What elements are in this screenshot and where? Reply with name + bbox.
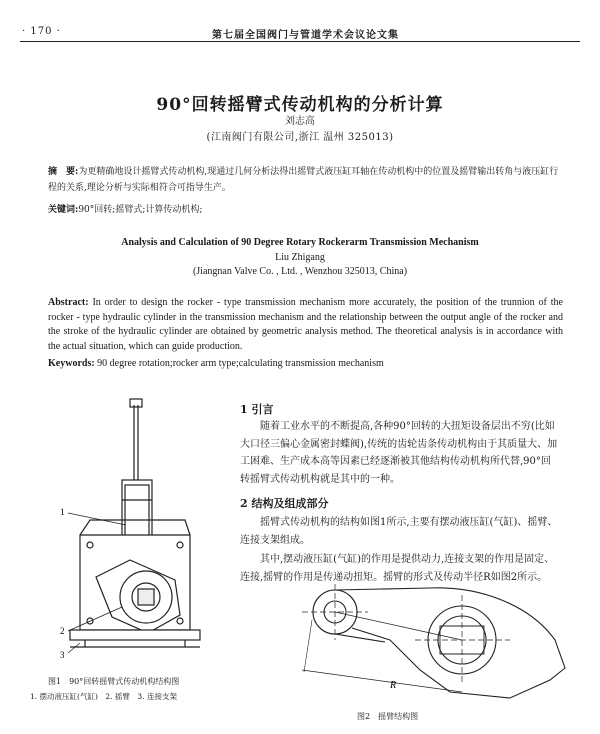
leader-3 (68, 643, 80, 653)
figure1-label-2: 2 (60, 626, 65, 636)
en-author: Liu Zhigang (275, 252, 325, 263)
section-heading-intro: 1 引言 (240, 403, 274, 416)
header-rule (20, 41, 580, 42)
paper-title: 90°回转摇臂式传动机构的分析计算 (156, 95, 444, 115)
page-number: · 170 · (22, 26, 61, 37)
figure1-label-1: 1 (60, 507, 65, 517)
running-header: 第七届全国阀门与管道学术会议论文集 (212, 30, 399, 41)
figure2-drawing (290, 580, 580, 705)
section-heading-structure: 2 结构及组成部分 (240, 497, 329, 510)
affiliation: (江南阀门有限公司,浙江 温州 325013) (206, 132, 394, 143)
en-keywords-text: 90 degree rotation;rocker arm type;calculating transmission mechanism (97, 358, 384, 369)
author: 刘志高 (285, 116, 315, 127)
en-title: Analysis and Calculation of 90 Degree Rotary Rockerarm Transmission Mechanism (121, 237, 479, 248)
en-affiliation: (Jiangnan Valve Co. , Ltd. , Wenzhou 325013, China) (192, 266, 408, 277)
en-abstract-text: In order to design the rocker - type transmission mechanism more accurately, the position of the trunnion of the rocker - type hydraulic cylinder in the transmission mechanism and the relationship between the output angle of the rocker and the stroke of the hydraulic cylinder are obtained by geometric analysis method. The theoretical analysis is in accordance with the actual situation, which can guide production. (48, 297, 563, 352)
section-structure-para2: 其中,摆动液压缸(气缸)的作用是提供动力,连接支架的作用是固定、连接,摇臂的作用是传递动扭矩。摇臂的形式及传动半径R如图2所示。 (240, 554, 555, 583)
cn-abstract-label: 摘 要: (48, 167, 79, 177)
figure1-drawing (30, 385, 230, 670)
cn-keywords-label: 关键词: (48, 205, 79, 215)
figure1-caption: 图1 90°回转摇臂式传动机构结构图 (48, 677, 180, 686)
figure2-label-r: R (390, 680, 397, 691)
en-abstract (48, 296, 563, 354)
figure1-legend: 1. 摆动液压缸(气缸) 2. 摇臂 3. 连接支架 (30, 692, 177, 701)
cn-abstract (48, 164, 563, 196)
en-abstract-label: Abstract: (48, 297, 89, 308)
figure1-label-3: 3 (60, 650, 65, 660)
cn-keywords (48, 202, 563, 215)
cn-abstract-text: 为更精确地设计摇臂式传动机构,现通过几何分析法得出摇臂式液压缸耳轴在传动机构中的位置及摇臂输出转角与液压缸行程的关系,理论分析与实际相符合可指导生产。 (48, 167, 559, 193)
section-intro-text: 随着工业水平的不断提高,各种90°回转的大扭矩设备层出不穷(比如大口径三偏心金属密封蝶阀),传统的齿轮齿条传动机构由于其质量大、加工困难、生产成本高等因素已经逐渐被其他结构传动机构所代替,90°回转摇臂式传动机构就是其中的一种。 (240, 421, 558, 485)
figure2-caption: 图2 摇臂结构图 (357, 712, 419, 721)
rocker-body (335, 588, 565, 698)
en-keywords-label: Keywords: (48, 358, 95, 369)
section-structure-para1: 摇臂式传动机构的结构如图1所示,主要有摆动液压缸(气缸)、摇臂、连接支架组成。 (240, 517, 558, 546)
leader-1 (68, 513, 126, 525)
en-keywords (48, 358, 563, 369)
rod-eye (130, 399, 142, 407)
cn-keywords-text: 90°回转;摇臂式;计算传动机构; (78, 205, 203, 215)
